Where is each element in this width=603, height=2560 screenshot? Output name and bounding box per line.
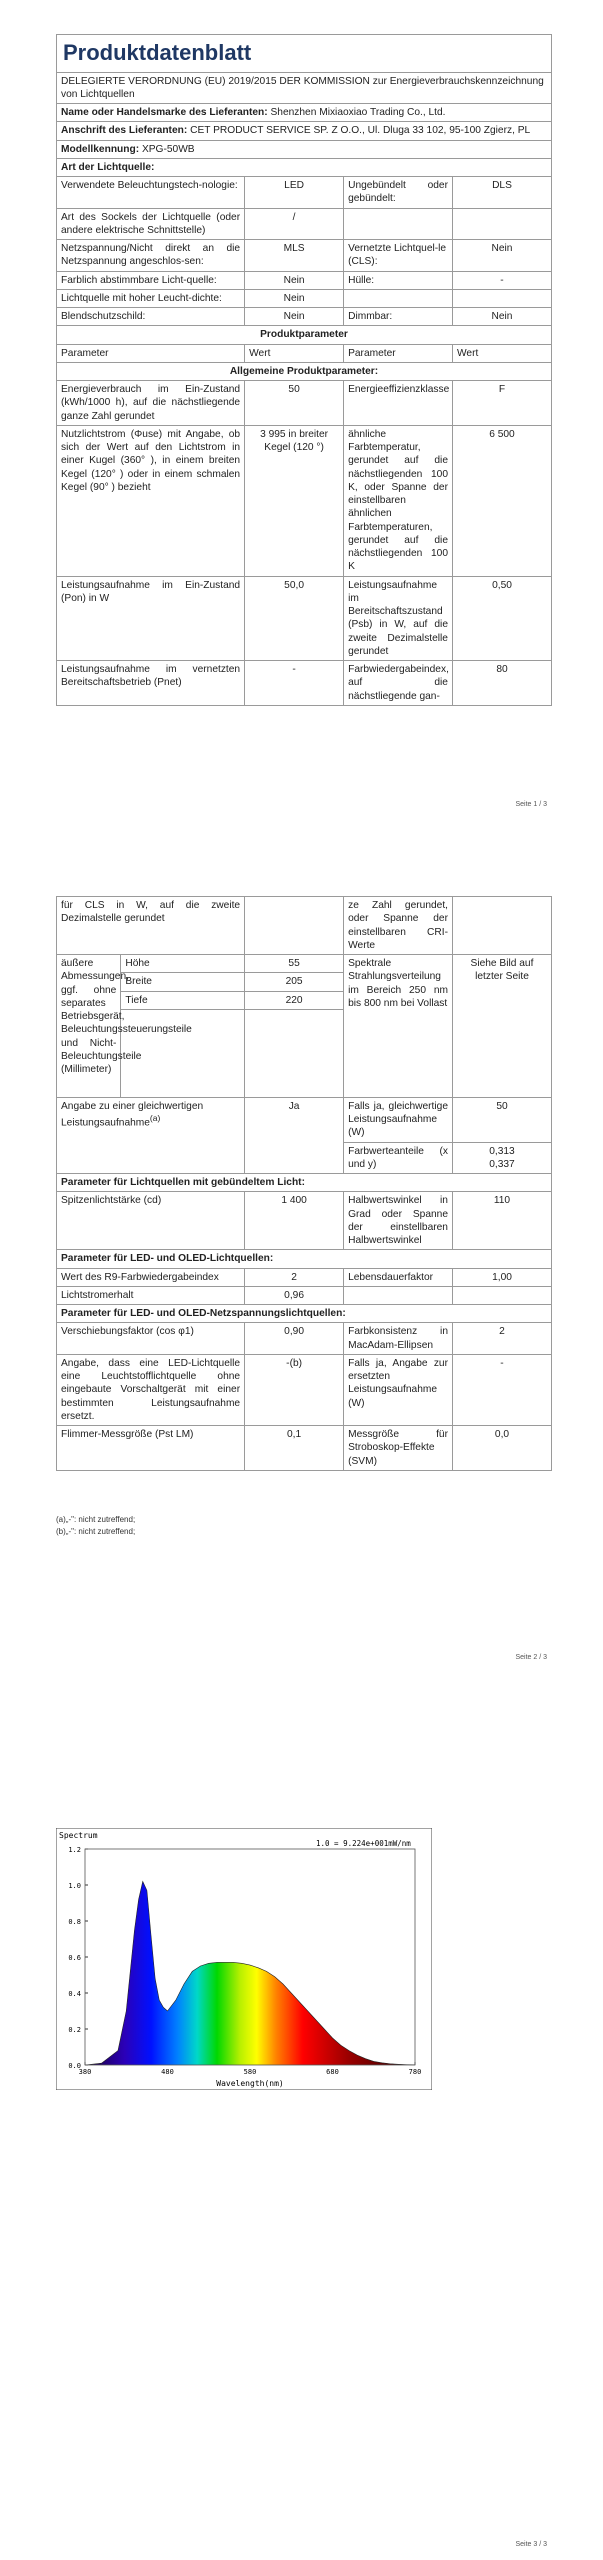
page-1 xyxy=(0,0,603,816)
led-heading: Parameter für LED- und OLED-Lichtquellen: xyxy=(57,1250,552,1268)
table-row xyxy=(57,208,552,240)
column-header: Wert xyxy=(452,344,551,362)
table-row xyxy=(57,1268,552,1286)
param-value: 0,90 xyxy=(245,1323,344,1355)
param-label: Leistungsaufnahme im vernetzten Bereitschaftsbetrieb (Pnet) xyxy=(57,661,245,706)
param-value: 1,00 xyxy=(452,1268,551,1286)
x-tick-label: 780 xyxy=(408,2068,422,2076)
param-value: 0,1 xyxy=(245,1426,344,1471)
param-label: Verwendete Beleuchtungstech-nologie: xyxy=(57,177,245,209)
param-value: 80 xyxy=(452,661,551,706)
page-2 xyxy=(0,816,603,1661)
param-value: 3 995 in breiter Kegel (120 °) xyxy=(245,425,344,576)
x-tick-label: 480 xyxy=(161,2068,174,2076)
table-row xyxy=(57,576,552,661)
param-value: -(b) xyxy=(245,1354,344,1425)
dimension-value: 205 xyxy=(245,973,344,991)
equivalent-power-label: Angabe zu einer gleichwertigen Leistungsaufnahme xyxy=(61,1100,204,1129)
table-row xyxy=(57,1426,552,1471)
dimension-name: Tiefe xyxy=(121,991,245,1009)
param-label: für CLS in W, auf die zweite Dezimalstelle gerundet xyxy=(57,897,245,955)
param-value: MLS xyxy=(245,240,344,272)
dimension-value: 220 xyxy=(245,991,344,1009)
param-value: Nein xyxy=(245,308,344,326)
param-label: Farblich abstimmbare Licht-quelle: xyxy=(57,271,245,289)
param-value: Nein xyxy=(452,308,551,326)
table-row xyxy=(57,308,552,326)
y-tick-label: 1.2 xyxy=(68,1846,81,1854)
param-value: 0,50 xyxy=(452,576,551,661)
param-label: Spitzenlichtstärke (cd) xyxy=(57,1192,245,1250)
param-label: Nutzlichtstrom (Φuse) mit Angabe, ob sich der Wert auf den Lichtstrom in einer Kugel (360° ), in einem breiten Kegel (120° ) oder in einem schmalen Kegel (90° ) bezieht xyxy=(57,425,245,576)
param-label: Blendschutzschild: xyxy=(57,308,245,326)
table-row xyxy=(57,661,552,706)
table-row xyxy=(57,1097,552,1142)
param-label: Verschiebungsfaktor (cos φ1) xyxy=(57,1323,245,1355)
address-label: Anschrift des Lieferanten: xyxy=(61,125,188,137)
supplier-row xyxy=(57,104,552,122)
param-label: Spektrale Strahlungsverteilung im Bereich 250 nm bis 800 nm bei Vollast xyxy=(344,955,453,1098)
table-row xyxy=(57,955,552,973)
param-value: / xyxy=(245,208,344,240)
page-number: Seite 1 / 3 xyxy=(515,801,547,808)
param-label: Vernetzte Lichtquel-le (CLS): xyxy=(344,240,453,272)
param-value xyxy=(452,208,551,240)
light-source-type-heading: Art der Lichtquelle: xyxy=(57,158,552,176)
footnote: (b)„-": nicht zutreffend; xyxy=(56,1527,136,1536)
table-row xyxy=(57,1192,552,1250)
param-label: Flimmer-Messgröße (Pst LM) xyxy=(57,1426,245,1471)
param-value: Nein xyxy=(245,289,344,307)
param-label: Netzspannung/Nicht direkt an die Netzspannung angeschlos-sen: xyxy=(57,240,245,272)
param-label: Angabe, dass eine LED-Lichtquelle eine Leuchtstofflichtquelle ohne eingebaute Vorschaltgerät mit einer bestimmten Leistungsaufnahme ersetzt. xyxy=(57,1354,245,1425)
y-tick-label: 0.6 xyxy=(68,1954,81,1962)
param-value: Ja xyxy=(245,1097,344,1173)
column-header: Wert xyxy=(245,344,344,362)
chart-title: Spectrum xyxy=(59,1831,98,1840)
param-label xyxy=(344,208,453,240)
param-value: 50,0 xyxy=(245,576,344,661)
table-row xyxy=(57,425,552,576)
supplier-label: Name oder Handelsmarke des Lieferanten: xyxy=(61,107,268,119)
param-value: Nein xyxy=(245,271,344,289)
param-value: - xyxy=(452,1354,551,1425)
param-label: Energieverbrauch im Ein-Zustand (kWh/1000 h), auf die nächstliegende ganze Zahl gerundet xyxy=(57,381,245,426)
param-value: 50 xyxy=(245,381,344,426)
y-tick-label: 0.2 xyxy=(68,2026,81,2034)
param-label xyxy=(57,1097,245,1173)
supplier-name: Shenzhen Mixiaoxiao Trading Co., Ltd. xyxy=(270,107,446,119)
param-value: 1 400 xyxy=(245,1192,344,1250)
x-tick-label: 680 xyxy=(326,2068,339,2076)
datasheet-table-page2 xyxy=(56,896,552,1471)
param-value: Nein xyxy=(452,240,551,272)
param-label: Farbwerteanteile (x und y) xyxy=(344,1142,453,1174)
dimensions-label: äußere Abmessungen, ggf. ohne separates Betriebsgerät, Beleuchtungssteuerungsteile und Nicht-Beleuchtungsteile (Millimeter) xyxy=(57,955,121,1098)
param-label: Falls ja, gleichwertige Leistungsaufnahme (W) xyxy=(344,1097,453,1142)
param-value: 2 xyxy=(452,1323,551,1355)
param-label: Lichtstromerhalt xyxy=(57,1286,245,1304)
y-tick-label: 0.8 xyxy=(68,1918,81,1926)
param-label: Leistungsaufnahme im Ein-Zustand (Pon) in W xyxy=(57,576,245,661)
table-row xyxy=(57,897,552,955)
model-label: Modellkennung: xyxy=(61,143,140,155)
param-value: 50 xyxy=(452,1097,551,1142)
param-value: F xyxy=(452,381,551,426)
param-label xyxy=(344,289,453,307)
spectrum-chart xyxy=(56,1828,432,2090)
param-value: 0,96 xyxy=(245,1286,344,1304)
param-value: - xyxy=(245,661,344,706)
param-label: Falls ja, Angabe zur ersetzten Leistungsaufnahme (W) xyxy=(344,1354,453,1425)
regulation-text: DELEGIERTE VERORDNUNG (EU) 2019/2015 DER KOMMISSION zur Energieverbrauchskennzeichnung von Lichtquellen xyxy=(57,72,552,104)
param-value xyxy=(452,289,551,307)
table-header-row xyxy=(57,344,552,362)
column-header: Parameter xyxy=(57,344,245,362)
param-label: Farbkonsistenz in MacAdam-Ellipsen xyxy=(344,1323,453,1355)
dimension-value: 55 xyxy=(245,955,344,973)
product-parameters-heading: Produktparameter xyxy=(57,326,552,344)
model-id: XPG-50WB xyxy=(141,143,195,155)
footnote: (a)„-": nicht zutreffend; xyxy=(56,1515,136,1524)
param-value xyxy=(452,897,551,955)
chromaticity-y: 0,337 xyxy=(489,1158,515,1170)
chart-annotation: 1.0 = 9.224e+001mW/nm xyxy=(316,1839,411,1848)
param-label: ähnliche Farbtemperatur, gerundet auf die nächstliegenden 100 K, oder Spanne der einstellbaren ähnlichen Farbtemperaturen, gerundet auf die nächstliegenden 100 K xyxy=(344,425,453,576)
x-tick-label: 380 xyxy=(78,2068,92,2076)
page-number: Seite 2 / 3 xyxy=(515,1654,547,1661)
y-tick-label: 0.0 xyxy=(68,2062,81,2070)
table-row xyxy=(57,271,552,289)
table-row xyxy=(57,1354,552,1425)
param-value: 0,0 xyxy=(452,1426,551,1471)
table-row xyxy=(57,1323,552,1355)
page-number: Seite 3 / 3 xyxy=(515,2541,547,2548)
param-label: Lebensdauerfaktor xyxy=(344,1268,453,1286)
param-label: Farbwiedergabeindex, auf die nächstliegende gan- xyxy=(344,661,453,706)
param-label: Ungebündelt oder gebündelt: xyxy=(344,177,453,209)
x-tick-label: 580 xyxy=(243,2068,257,2076)
param-label xyxy=(344,1286,453,1304)
param-label: Halbwertswinkel in Grad oder Spanne der einstellbaren Halbwertswinkel xyxy=(344,1192,453,1250)
general-parameters-heading: Allgemeine Produktparameter: xyxy=(57,362,552,380)
param-value: Siehe Bild auf letzter Seite xyxy=(452,955,551,1098)
param-value: 6 500 xyxy=(452,425,551,576)
param-value: LED xyxy=(245,177,344,209)
param-label: Hülle: xyxy=(344,271,453,289)
param-label: Dimmbar: xyxy=(344,308,453,326)
table-row xyxy=(57,240,552,272)
dimension-name: Breite xyxy=(121,973,245,991)
param-value xyxy=(245,897,344,955)
param-value xyxy=(452,1286,551,1304)
page-3 xyxy=(0,1656,603,2560)
param-label: Lichtquelle mit hoher Leucht-dichte: xyxy=(57,289,245,307)
address-row xyxy=(57,122,552,140)
param-label: Wert des R9-Farbwiedergabeindex xyxy=(57,1268,245,1286)
x-axis-label: Wavelength(nm) xyxy=(216,2079,284,2088)
y-tick-label: 0.4 xyxy=(68,1990,81,1998)
param-label: Energieeffizienzklasse xyxy=(344,381,453,426)
param-value: DLS xyxy=(452,177,551,209)
dimension-name: Höhe xyxy=(121,955,245,973)
table-row xyxy=(57,177,552,209)
param-value: 110 xyxy=(452,1192,551,1250)
param-label: Messgröße für Stroboskop-Effekte (SVM) xyxy=(344,1426,453,1471)
param-value: - xyxy=(452,271,551,289)
param-label: Leistungsaufnahme im Bereitschaftszustand (Psb) in W, auf die zweite Dezimalstelle gerundet xyxy=(344,576,453,661)
column-header: Parameter xyxy=(344,344,453,362)
model-row xyxy=(57,140,552,158)
supplier-address: CET PRODUCT SERVICE SP. Z O.O., Ul. Dluga 33 102, 95-100 Zgierz, PL xyxy=(190,125,531,137)
param-label: ze Zahl gerundet, oder Spanne der einstellbaren CRI-Werte xyxy=(344,897,453,955)
datasheet-table-page1 xyxy=(56,34,552,706)
footnotes xyxy=(56,1514,135,1538)
page-title: Produktdatenblatt xyxy=(57,35,552,73)
dimension-value xyxy=(245,1009,344,1097)
param-label: Art des Sockels der Lichtquelle (oder andere elektrische Schnittstelle) xyxy=(57,208,245,240)
param-value: 2 xyxy=(245,1268,344,1286)
table-row xyxy=(57,1286,552,1304)
mains-heading: Parameter für LED- und OLED-Netzspannungslichtquellen: xyxy=(57,1305,552,1323)
table-row xyxy=(57,381,552,426)
chromaticity-x: 0,313 xyxy=(489,1145,515,1157)
footnote-ref: (a) xyxy=(149,1113,161,1123)
param-value xyxy=(452,1142,551,1174)
y-tick-label: 1.0 xyxy=(68,1882,81,1890)
table-row xyxy=(57,289,552,307)
directional-heading: Parameter für Lichtquellen mit gebündeltem Licht: xyxy=(57,1174,552,1192)
